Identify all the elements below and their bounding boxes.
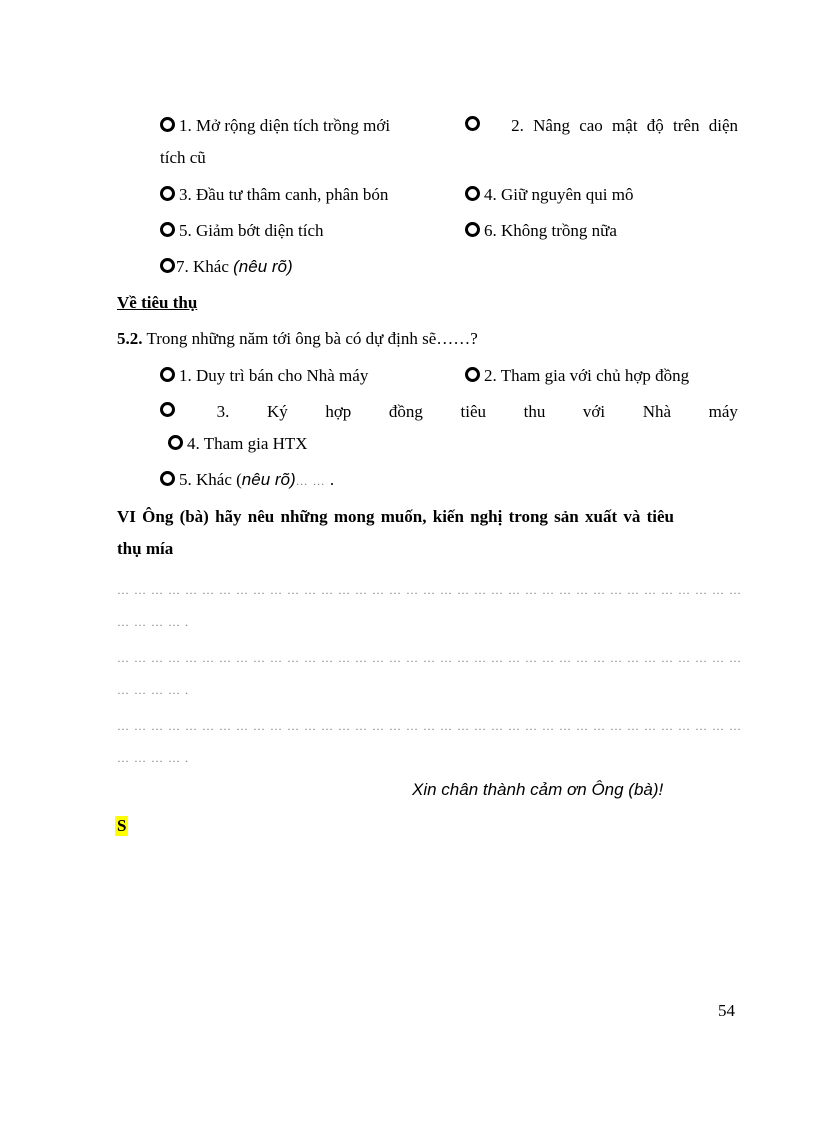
section-vi-heading-cont: thụ mía bbox=[117, 539, 174, 558]
answer-dots-line[interactable]: … … … … … … … … … … … … … … … … … … … … … … … … … … … … … … … … … … … … … bbox=[117, 583, 742, 597]
q5-1-option-1-continuation: tích cũ bbox=[160, 148, 206, 167]
q5-1-option-7[interactable]: 7. Khác (nêu rõ) bbox=[160, 257, 293, 277]
answer-dots-line-end[interactable]: … … … … . bbox=[117, 615, 189, 629]
q5-1-option-3[interactable]: 3. Đầu tư thâm canh, phân bón bbox=[160, 185, 388, 205]
answer-dots-line[interactable]: … … … … … … … … … … … … … … … … … … … … … … … … … … … … … … … … … … … … … bbox=[117, 651, 742, 665]
thanks-note: Xin chân thành cảm ơn Ông (bà)! bbox=[412, 780, 664, 799]
radio-bullet-icon bbox=[160, 471, 175, 486]
q5-1-option-1[interactable]: 1. Mở rộng diện tích trồng mới bbox=[160, 116, 390, 136]
radio-bullet-icon bbox=[465, 222, 480, 237]
q5-1-option-2[interactable]: 2. Nâng cao mật độ trên diện bbox=[465, 116, 738, 136]
radio-bullet-icon bbox=[160, 402, 175, 417]
radio-bullet-icon bbox=[160, 367, 175, 382]
radio-bullet-icon bbox=[160, 222, 175, 237]
radio-bullet-icon bbox=[160, 117, 175, 132]
q5-2-option-4[interactable]: 4. Tham gia HTX bbox=[168, 434, 308, 454]
radio-bullet-icon bbox=[465, 186, 480, 201]
radio-bullet-icon bbox=[465, 116, 480, 131]
radio-bullet-icon bbox=[465, 367, 480, 382]
answer-dots-line[interactable]: … … … … … … … … … … … … … … … … … … … … … … … … … … … … … … … … … … … … … bbox=[117, 719, 742, 733]
section-vi-heading: VI Ông (bà) hãy nêu những mong muốn, kiến nghị trong sản xuất và tiêu bbox=[117, 507, 674, 526]
q5-1-option-5[interactable]: 5. Giảm bớt diện tích bbox=[160, 221, 324, 241]
page-number: 54 bbox=[718, 1001, 735, 1020]
answer-dots-line-end[interactable]: … … … … . bbox=[117, 751, 189, 765]
q5-1-option-4[interactable]: 4. Giữ nguyên qui mô bbox=[465, 185, 633, 205]
highlight-mark: S bbox=[117, 816, 127, 835]
radio-bullet-icon bbox=[168, 435, 183, 450]
section-heading-consumption: Về tiêu thụ bbox=[117, 293, 198, 312]
q5-2-option-3[interactable]: 3. Ký hợp đồng tiêu thu với Nhà máy bbox=[160, 402, 738, 422]
question-text: Trong những năm tới ông bà có dự định sẽ……? bbox=[142, 329, 478, 348]
q5-2-option-5[interactable]: 5. Khác (nêu rõ)… … . bbox=[160, 470, 334, 491]
q5-1-option-6[interactable]: 6. Không trồng nữa bbox=[465, 221, 617, 241]
radio-bullet-icon bbox=[160, 258, 175, 273]
q5-2-option-1[interactable]: 1. Duy trì bán cho Nhà máy bbox=[160, 366, 368, 386]
question-5-2 bbox=[117, 329, 478, 349]
question-number: 5.2. bbox=[117, 329, 143, 348]
q5-2-option-2[interactable]: 2. Tham gia với chủ hợp đồng bbox=[465, 366, 689, 386]
radio-bullet-icon bbox=[160, 186, 175, 201]
answer-dots-line-end[interactable]: … … … … . bbox=[117, 683, 189, 697]
